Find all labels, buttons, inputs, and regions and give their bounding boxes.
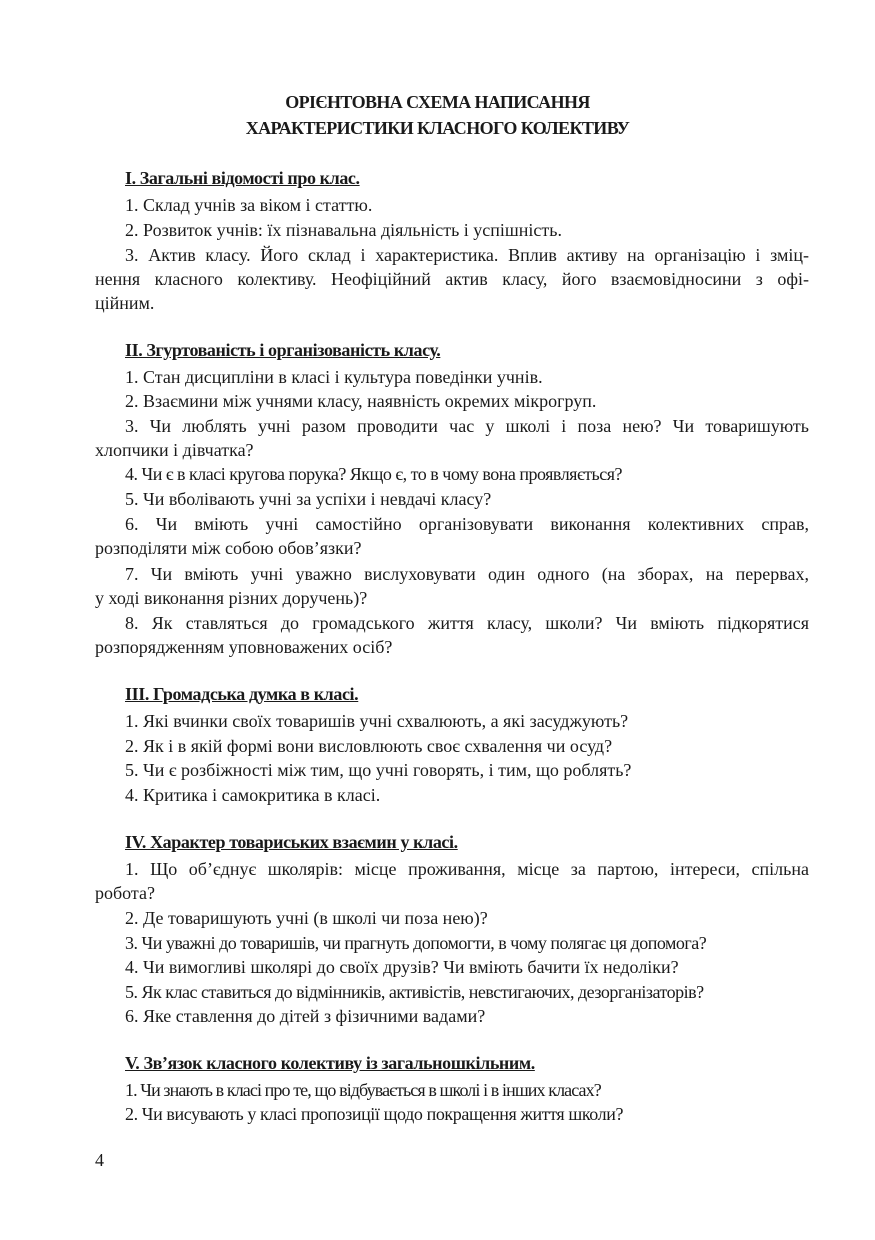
- section-5-heading: V. Зв’язок класного колективу із загальношкільним.: [125, 1053, 535, 1073]
- section-4-item-3: 3. Чи уважні до товаришів, чи прагнуть допомогти, в чому полягає ця допомога?: [125, 933, 707, 953]
- title-line-1: ОРІЄНТОВНА СХЕМА НАПИСАННЯ: [285, 92, 590, 112]
- section-1-item-3-line-3: ційним.: [95, 293, 155, 313]
- section-2-item-3-line-1: 3. Чи люблять учні разом проводити час у школі і поза нею? Чи товаришують: [125, 416, 809, 436]
- section-2-item-7-line-2: у ході виконання різних доручень)?: [95, 588, 368, 608]
- section-2-item-5: 5. Чи вболівають учні за успіхи і невдачі класу?: [125, 489, 492, 509]
- section-3-heading: ІІІ. Громадська думка в класі.: [125, 684, 359, 704]
- section-4-item-1-line-1: 1. Що об’єднує школярів: місце проживання, місце за партою, інтереси, спільна: [125, 859, 809, 879]
- section-4-item-4: 4. Чи вимогливі школярі до своїх друзів? Чи вміють бачити їх недоліки?: [125, 957, 679, 977]
- section-1-item-3-line-2: нення класного колективу. Неофіційний актив класу, його взаємовідносини з офі-: [95, 269, 809, 289]
- section-2-item-2: 2. Взаємини між учнями класу, наявність окремих мікрогруп.: [125, 391, 597, 411]
- section-5-item-1: 1. Чи знають в класі про те, що відбувається в школі і в інших класах?: [125, 1080, 601, 1100]
- section-4-heading: ІV. Характер товариських взаємин у класі.: [125, 832, 458, 852]
- section-3-item-2: 2. Як і в якій формі вони висловлюють своє схвалення чи осуд?: [125, 736, 613, 756]
- section-4-item-6: 6. Яке ставлення до дітей з фізичними вадами?: [125, 1006, 486, 1026]
- section-1-item-3-line-1: 3. Актив класу. Його склад і характеристика. Вплив активу на організацію і зміц-: [125, 245, 809, 265]
- section-2-item-6-line-2: розподіляти між собою обов’язки?: [95, 538, 362, 558]
- section-2-item-6-line-1: 6. Чи вміють учні самостійно організовувати виконання колективних справ,: [125, 514, 809, 534]
- section-2-item-1: 1. Стан дисципліни в класі і культура поведінки учнів.: [125, 367, 543, 387]
- section-1-item-2: 2. Розвиток учнів: їх пізнавальна діяльність і успішність.: [125, 220, 562, 240]
- title-line-2: ХАРАКТЕРИСТИКИ КЛАСНОГО КОЛЕКТИВУ: [245, 118, 630, 138]
- section-3-item-3: 5. Чи є розбіжності між тим, що учні говорять, і тим, що роблять?: [125, 760, 632, 780]
- section-5-item-2: 2. Чи висувають у класі пропозиції щодо покращення життя школи?: [125, 1104, 624, 1124]
- section-2-item-7-line-1: 7. Чи вміють учні уважно вислуховувати один одного (на зборах, на перервах,: [125, 564, 809, 584]
- section-4-item-5: 5. Як клас ставиться до відмінників, активістів, невстигаючих, дезорганізаторів?: [125, 982, 704, 1002]
- section-1-item-1: 1. Склад учнів за віком і статтю.: [125, 195, 373, 215]
- section-2-item-4: 4. Чи є в класі кругова порука? Якщо є, то в чому вона проявляється?: [125, 464, 623, 484]
- section-2-item-8-line-1: 8. Як ставляться до громадського життя класу, школи? Чи вміють підкорятися: [125, 613, 809, 633]
- section-4-item-1-line-2: робота?: [95, 883, 155, 903]
- section-3-item-4: 4. Критика і самокритика в класі.: [125, 785, 381, 805]
- section-3-item-1: 1. Які вчинки своїх товаришів учні схвалюють, а які засуджують?: [125, 711, 629, 731]
- section-4-item-2: 2. Де товаришують учні (в школі чи поза нею)?: [125, 908, 488, 928]
- section-2-item-3-line-2: хлопчики і дівчатка?: [95, 440, 254, 460]
- section-2-heading: ІІ. Згуртованість і організованість класу.: [125, 340, 441, 360]
- page-number: 4: [95, 1150, 104, 1170]
- section-1-heading: І. Загальні відомості про клас.: [125, 168, 360, 188]
- section-2-item-8-line-2: розпорядженням уповноважених осіб?: [95, 637, 393, 657]
